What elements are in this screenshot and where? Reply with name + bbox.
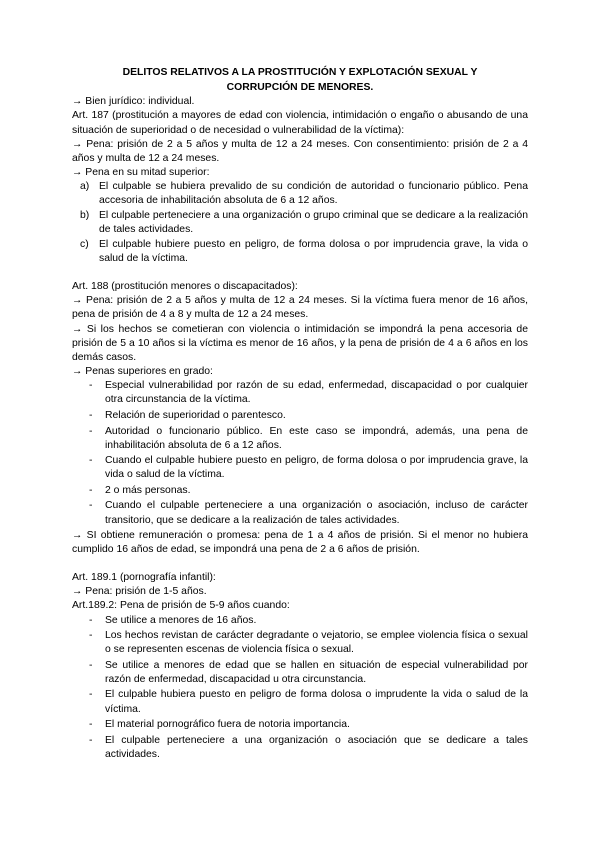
- list-item: - Autoridad o funcionario público. En este caso se impondrá, además, una pena de inhabilitación absoluta de 6 a 12 años.: [89, 425, 528, 451]
- bien-juridico: → Bien jurídico: individual.: [72, 96, 195, 108]
- list-item: a) El culpable se hubiera prevalido de su condición de autoridad o funcionario público. Pena accesoria de inhabilitación absoluta de 6 a 12 años.: [80, 181, 528, 207]
- art-187-list: [72, 180, 528, 266]
- title-line-1: DELITOS RELATIVOS A LA PROSTITUCIÓN Y EXPLOTACIÓN SEXUAL Y: [122, 67, 478, 78]
- list-item: - Cuando el culpable perteneciere a una organización o asociación, incluso de carácter transitorio, que se dedicare a la realización de tales actividades.: [89, 500, 528, 526]
- list-item: - Especial vulnerabilidad por razón de su edad, enfermedad, discapacidad o por cualquier otra circunstancia de la víctima.: [89, 380, 528, 406]
- art-188-remuneracion: → SI obtiene remuneración o promesa: pena de 1 a 4 años de prisión. Si el menor no hubiera cumplido 16 años de edad, se impondrá una pena de 2 a 6 años de prisión.: [72, 530, 528, 556]
- art-189-1-heading: Art. 189.1 (pornografía infantil):: [72, 572, 216, 584]
- list-item: c) El culpable hubiere puesto en peligro, de forma dolosa o por imprudencia grave, la vida o salud de la víctima.: [80, 238, 528, 264]
- list-item: - Relación de superioridad o parentesco.: [89, 409, 286, 421]
- list-item: - Se utilice a menores de edad que se hallen en situación de especial vulnerabilidad por razón de enfermedad, discapacidad u otra circunstancia.: [89, 659, 528, 685]
- art-187-pena: → Pena: prisión de 2 a 5 años y multa de 12 a 24 meses. Con consentimiento: prisión de 2 a 4 años y multa de 12 a 24 meses.: [72, 138, 528, 164]
- art-187-mitad: → Pena en su mitad superior:: [72, 166, 210, 178]
- list-item: b) El culpable perteneciere a una organización o grupo criminal que se dedicare a la realización de tales actividades.: [80, 209, 528, 236]
- list-item: - Los hechos revistan de carácter degradante o vejatorio, se emplee violencia física o sexual o se representen escenas de violencia física o sexual.: [89, 630, 528, 656]
- art-188-list: [72, 379, 528, 528]
- art-188-superiores: → Penas superiores en grado:: [72, 366, 213, 378]
- list-item: - El culpable perteneciere a una organización o asociación que se dedicare a tales actividades.: [89, 734, 528, 760]
- art-189-1-pena: → Pena: prisión de 1-5 años.: [72, 586, 207, 598]
- art-189-list: [72, 614, 528, 763]
- art-188-heading: Art. 188 (prostitución menores o discapacitados):: [72, 281, 298, 293]
- art-189-section: [72, 571, 528, 762]
- list-item: - El culpable hubiera puesto en peligro de forma dolosa o imprudente la vida o salud de la víctima.: [89, 689, 528, 715]
- art-188-pena: → Pena: prisión de 2 a 5 años y multa de 12 a 24 meses. Si la víctima fuera menor de 16 años, pena de prisión de 4 a 8 y multa de 12 a 24 meses.: [72, 295, 528, 321]
- document-title: [72, 66, 528, 95]
- art-188-section: [72, 280, 528, 557]
- list-item: - 2 o más personas.: [89, 484, 191, 496]
- art-187-section: [72, 109, 528, 266]
- title-line-2: CORRUPCIÓN DE MENORES.: [226, 81, 374, 93]
- list-item: - Cuando el culpable hubiere puesto en peligro, de forma dolosa o por imprudencia grave, la vida o salud de la víctima.: [89, 455, 528, 481]
- document-page: [72, 66, 528, 763]
- list-item: - El material pornográfico fuera de notoria importancia.: [89, 719, 350, 731]
- art-187-heading: Art. 187 (prostitución a mayores de edad con violencia, intimidación o engaño o abusando de una situación de superioridad o de necesidad o vulnerabilidad de la víctima):: [72, 110, 528, 136]
- art-189-2-heading: Art.189.2: Pena de prisión de 5-9 años cuando:: [72, 600, 290, 612]
- art-188-violencia: → Si los hechos se cometieran con violencia o intimidación se impondrá la pena accesoria de prisión de 5 a 10 años si la víctima es menor de 16 años, y la pena de prisión de 4 a 6 años en los demás casos.: [72, 323, 528, 363]
- list-item: - Se utilice a menores de 16 años.: [89, 614, 257, 626]
